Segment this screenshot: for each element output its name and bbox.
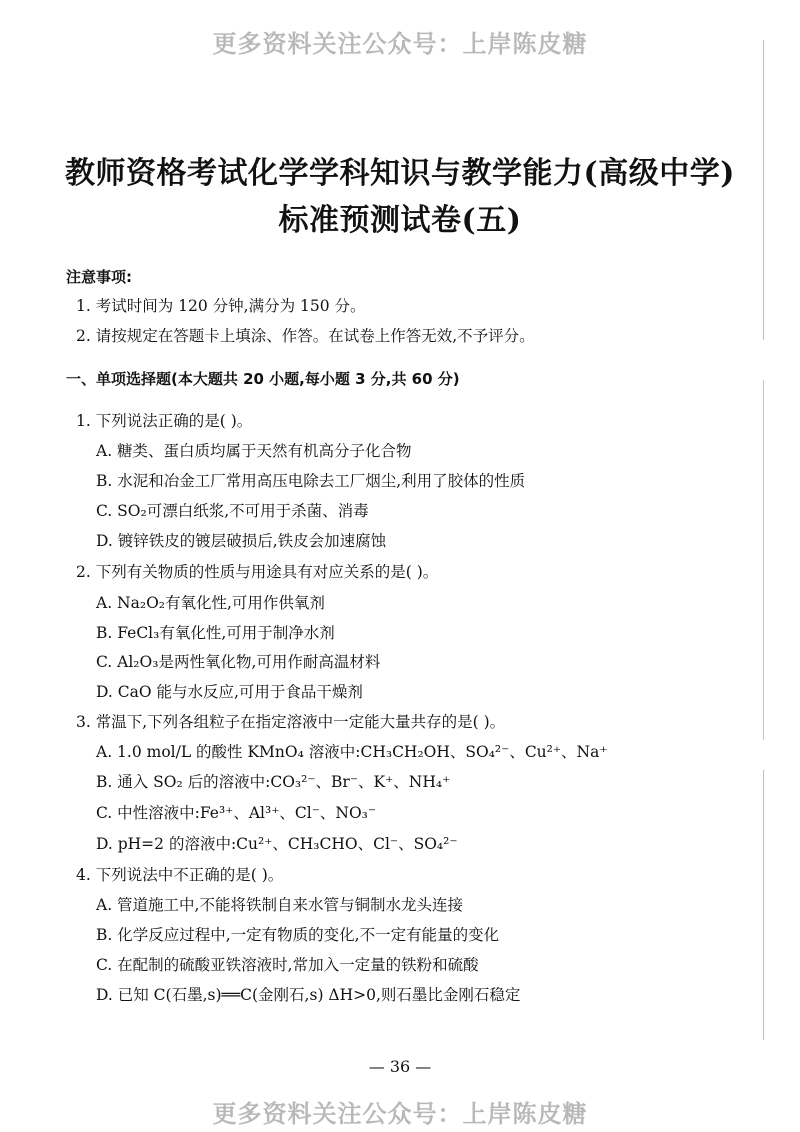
question-2-option-d: D. CaO 能与水反应,可用于食品干燥剂: [96, 683, 363, 701]
question-4-stem: 4. 下列说法中不正确的是( )。: [76, 866, 284, 884]
question-2-stem: 2. 下列有关物质的性质与用途具有对应关系的是( )。: [76, 563, 439, 581]
section-heading: 一、单项选择题(本大题共 20 小题,每小题 3 分,共 60 分): [66, 370, 460, 388]
paper-title: 教师资格考试化学学科知识与教学能力(高级中学): [65, 156, 735, 191]
notice-heading: 注意事项:: [66, 268, 132, 286]
watermark-bottom: 更多资料关注公众号：上岸陈皮糖: [212, 1100, 588, 1128]
notice-item-1: 1. 考试时间为 120 分钟,满分为 150 分。: [76, 297, 366, 315]
question-1-option-b: B. 水泥和冶金工厂常用高压电除去工厂烟尘,利用了胶体的性质: [96, 472, 526, 490]
question-3-option-b: B. 通入 SO₂ 后的溶液中:CO₃²⁻、Br⁻、K⁺、NH₄⁺: [96, 773, 451, 791]
question-3-option-d: D. pH=2 的溶液中:Cu²⁺、CH₃CHO、Cl⁻、SO₄²⁻: [96, 835, 458, 853]
watermark-top: 更多资料关注公众号：上岸陈皮糖: [212, 30, 588, 58]
question-1-stem: 1. 下列说法正确的是( )。: [76, 412, 253, 430]
question-3-option-a: A. 1.0 mol/L 的酸性 KMnO₄ 溶液中:CH₃CH₂OH、SO₄²⁻、Cu²⁺、Na⁺: [96, 743, 608, 761]
question-1-option-c: C. SO₂可漂白纸浆,不可用于杀菌、消毒: [96, 502, 369, 520]
notice-item-2: 2. 请按规定在答题卡上填涂、作答。在试卷上作答无效,不予评分。: [76, 327, 535, 345]
question-1-option-a: A. 糖类、蛋白质均属于天然有机高分子化合物: [96, 442, 412, 460]
page-number: — 36 —: [368, 1057, 432, 1076]
question-3-option-c: C. 中性溶液中:Fe³⁺、Al³⁺、Cl⁻、NO₃⁻: [96, 804, 377, 822]
paper-subtitle: 标准预测试卷(五): [278, 203, 522, 238]
question-4-option-d: D. 已知 C(石墨,s)══C(金刚石,s) ΔH>0,则石墨比金刚石稳定: [96, 986, 521, 1004]
question-2-option-c: C. Al₂O₃是两性氧化物,可用作耐高温材料: [96, 653, 381, 671]
question-3-stem: 3. 常温下,下列各组粒子在指定溶液中一定能大量共存的是( )。: [76, 713, 506, 731]
question-2-option-b: B. FeCl₃有氧化性,可用于制净水剂: [96, 624, 335, 642]
question-2-option-a: A. Na₂O₂有氧化性,可用作供氧剂: [96, 594, 325, 612]
question-4-option-c: C. 在配制的硫酸亚铁溶液时,常加入一定量的铁粉和硫酸: [96, 956, 479, 974]
question-4-option-a: A. 管道施工中,不能将铁制自来水管与铜制水龙头连接: [96, 896, 463, 914]
question-1-option-d: D. 镀锌铁皮的镀层破损后,铁皮会加速腐蚀: [96, 532, 387, 550]
question-4-option-b: B. 化学反应过程中,一定有物质的变化,不一定有能量的变化: [96, 926, 500, 944]
